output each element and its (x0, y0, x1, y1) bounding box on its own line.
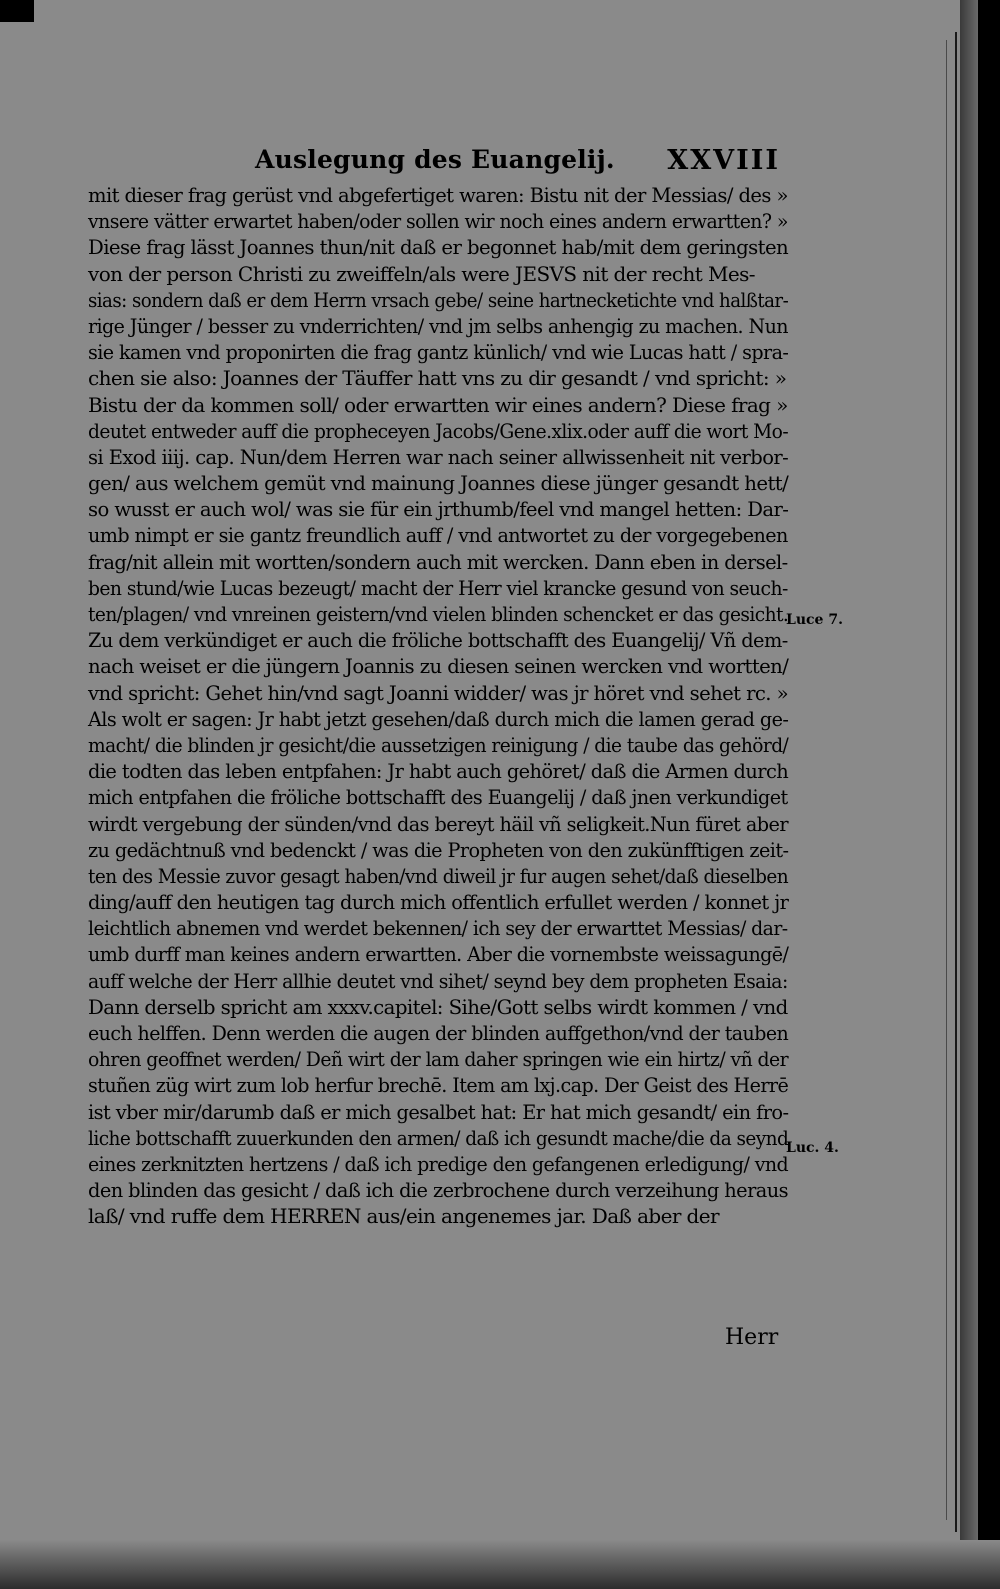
text-line: vnd spricht: Gehet hin/vnd sagt Joanni widder/ was jr höret vnd sehet rc. » (88, 680, 788, 705)
running-head: Auslegung des Euangelij. (255, 145, 615, 174)
text-line: mich entpfahen die fröliche bottschafft des Euangelij / daß jnen verkundiget (88, 785, 788, 810)
text-line: umb nimpt er sie gantz freundlich auff / vnd antwortet zu der vorgegebenen (88, 523, 788, 548)
text-line: Zu dem verkündiget er auch die fröliche bottschafft des Euangelij/ Vñ dem- (88, 628, 788, 653)
text-line: stuñen züg wirt zum lob herfur brechē. Item am lxj.cap. Der Geist des Herrē (88, 1073, 789, 1098)
text-line: ding/auff den heutigen tag durch mich offentlich erfullet werden / konnet jr (88, 890, 789, 915)
text-line: Diese frag lässt Joannes thun/nit daß er begonnet hab/mit dem geringsten (88, 235, 789, 260)
catchword: Herr (725, 1325, 779, 1350)
text-line: nach weiset er die jüngern Joannis zu diesen seinen wercken vnd wortten/ (88, 654, 789, 679)
text-line: ten/plagen/ vnd vnreinen geistern/vnd vielen blinden schencket er das gesicht. (88, 602, 789, 626)
text-line: ohren geoffnet werden/ Deñ wirt der lam daher springen wie ein hirtz/ vñ der (88, 1047, 789, 1072)
text-line: so wusst er auch wol/ was sie für ein jrthumb/feel vnd mangel hetten: Dar- (88, 497, 789, 522)
text-line: chen sie also: Joannes der Täuffer hatt vns zu dir gesandt / vnd spricht: » (88, 366, 787, 391)
bottom-shadow (0, 1540, 1000, 1589)
text-line: deutet entweder auff die propheceyen Jacobs/Gene.xlix.oder auff die wort Mo- (88, 418, 789, 443)
text-line: rige Jünger / besser zu vnderrichten/ vnd jm selbs anhengig zu machen. Nun (88, 313, 788, 338)
folio-number: XXVIII (667, 145, 780, 176)
page-fold-line-inner (946, 40, 947, 1520)
page-edge-shadow (960, 0, 978, 1589)
text-line: frag/nit allein mit wortten/sondern auch mit wercken. Dann eben in dersel- (88, 549, 788, 574)
text-line: ben stund/wie Lucas bezeugt/ macht der Herr viel krancke gesund von seuch- (88, 575, 788, 600)
body-text (88, 182, 788, 1230)
text-line: gen/ aus welchem gemüt vnd mainung Joannes diese jünger gesandt hett/ (88, 471, 789, 496)
text-line: wirdt vergebung der sünden/vnd das bereyt häil vñ seligkeit.Nun füret aber (88, 811, 788, 836)
scan-corner-mark (0, 0, 34, 22)
text-line: laß/ vnd ruffe dem HERREN aus/ein angenemes jar. Daß aber der (88, 1204, 719, 1229)
page-header (80, 145, 780, 185)
text-line: sie kamen vnd proponirten die frag gantz künlich/ vnd wie Lucas hatt / spra- (88, 340, 789, 365)
text-line: mit dieser frag gerüst vnd abgefertiget waren: Bistu nit der Messias/ des » (88, 183, 788, 207)
marginal-note: Luc. 4. (786, 1140, 839, 1156)
text-line: vnsere vätter erwartet haben/oder sollen wir noch eines andern erwartten? » (88, 209, 788, 234)
page-fold-line (955, 32, 957, 1532)
text-line: Als wolt er sagen: Jr habt jetzt gesehen/daß durch mich die lamen gerad ge- (88, 706, 789, 731)
text-line: liche bottschafft zuuerkunden den armen/ daß ich gesundt mache/die da seynd (88, 1125, 789, 1150)
text-line: eines zerknitzten hertzens / daß ich predige den gefangenen erledigung/ vnd (88, 1151, 789, 1176)
text-line: macht/ die blinden jr gesicht/die aussetzigen reinigung / die taube das gehörd/ (88, 732, 789, 757)
marginal-note: Luce 7. (786, 612, 843, 628)
text-line: ten des Messie zuvor gesagt haben/vnd diweil jr fur augen sehet/daß dieselben (88, 863, 789, 888)
text-line: umb durff man keines andern erwartten. Aber die vornembste weissagungē/ (88, 942, 789, 967)
text-line: ist vber mir/darumb daß er mich gesalbet hat: Er hat mich gesandt/ ein fro- (88, 1099, 789, 1124)
text-line: Bistu der da kommen soll/ oder erwartten wir eines andern? Diese frag » (88, 392, 788, 417)
text-line: si Exod iiij. cap. Nun/dem Herren war nach seiner allwissenheit nit verbor- (88, 444, 789, 469)
text-line: auff welche der Herr allhie deutet vnd sihet/ seynd bey dem propheten Esaia: (88, 968, 788, 993)
text-line: den blinden das gesicht / daß ich die zerbrochene durch verzeihung heraus (88, 1178, 788, 1203)
text-line: leichtlich abnemen vnd werdet bekennen/ ich sey der erwarttet Messias/ dar- (88, 916, 788, 941)
text-line: euch helffen. Denn werden die augen der blinden auffgethon/vnd der tauben (88, 1021, 789, 1045)
text-line: zu gedächtnuß vnd bedenckt / was die Propheten von den zukünfftigen zeit- (88, 837, 789, 862)
text-line: die todten das leben entpfahen: Jr habt auch gehöret/ daß die Armen durch (88, 759, 789, 784)
text-line: Dann derselb spricht am xxxv.capitel: Sihe/Gott selbs wirdt kommen / vnd (88, 994, 788, 1019)
scan-border (978, 0, 1000, 1589)
text-line: von der person Christi zu zweiffeln/als were JESVS nit der recht Mes- (88, 261, 755, 286)
text-line: sias: sondern daß er dem Herrn vrsach gebe/ seine hartnecketichte vnd halßtar- (88, 287, 789, 312)
